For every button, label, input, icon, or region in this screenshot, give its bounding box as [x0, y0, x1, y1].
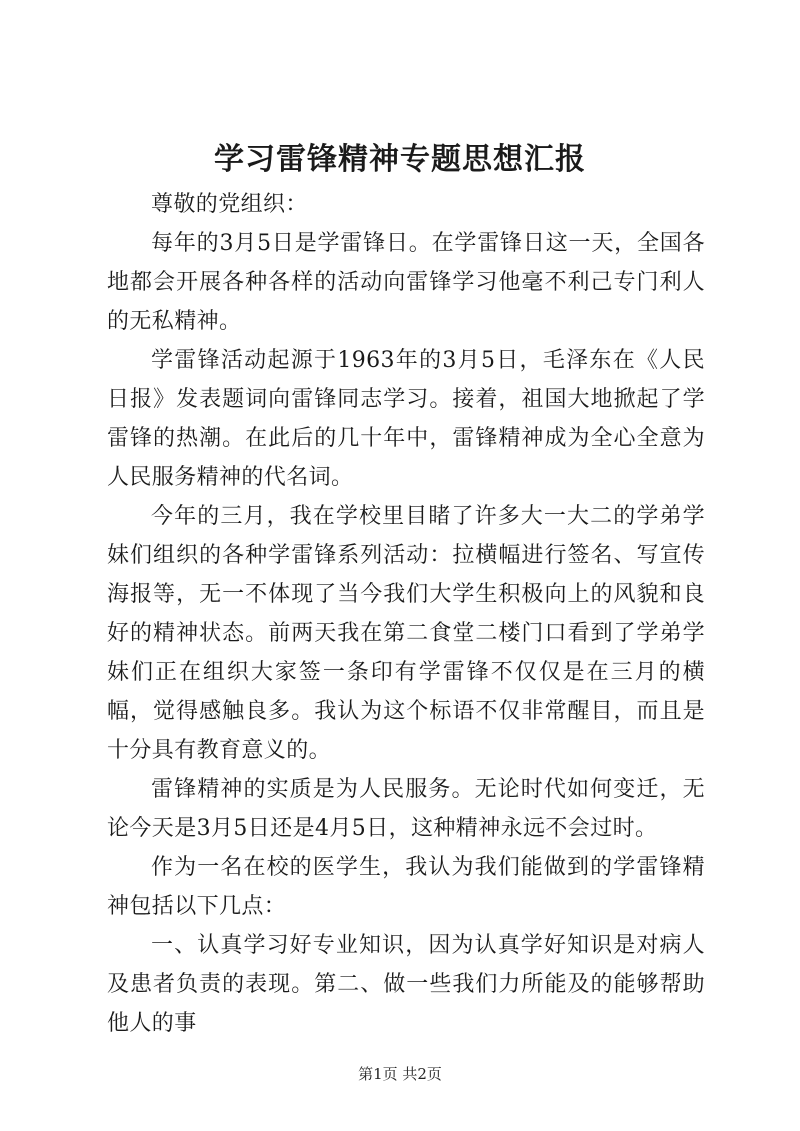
paragraph: 一、认真学习好专业知识，因为认真学好知识是对病人及患者负责的表现。第二、做一些我们力所能及的能够帮助他人的事 [107, 933, 705, 1036]
paragraph-salutation: 尊敬的党组织： [151, 192, 308, 217]
document-title: 学习雷锋精神专题思想汇报 [214, 142, 586, 177]
paragraph: 今年的三月，我在学校里目睹了许多大一大二的学弟学妹们组织的各种学雷锋系列活动：拉横幅进行签名、写宣传海报等，无一不体现了当今我们大学生积极向上的风貌和良好的精神状态。前两天我在第二食堂二楼门口看到了学弟学妹们正在组织大家签一条印有学雷锋不仅仅是在三月的横幅，觉得感触良多。我认为这个标语不仅非常醒目，而且是十分具有教育意义的。 [107, 504, 705, 763]
document-body [107, 185, 705, 1043]
paragraph: 雷锋精神的实质是为人民服务。无论时代如何变迁，无论今天是3月5日还是4月5日，这种精神永远不会过时。 [107, 777, 705, 841]
paragraph: 每年的3月5日是学雷锋日。在学雷锋日这一天，全国各地都会开展各种各样的活动向雷锋学习他毫不利己专门利人的无私精神。 [107, 231, 705, 334]
page-number: 第1页 共2页 [358, 1065, 442, 1083]
paragraph: 学雷锋活动起源于1963年的3月5日，毛泽东在《人民日报》发表题词向雷锋同志学习。接着，祖国大地掀起了学雷锋的热潮。在此后的几十年中，雷锋精神成为全心全意为人民服务精神的代名词。 [107, 348, 705, 490]
paragraph: 作为一名在校的医学生，我认为我们能做到的学雷锋精神包括以下几点： [107, 855, 705, 919]
